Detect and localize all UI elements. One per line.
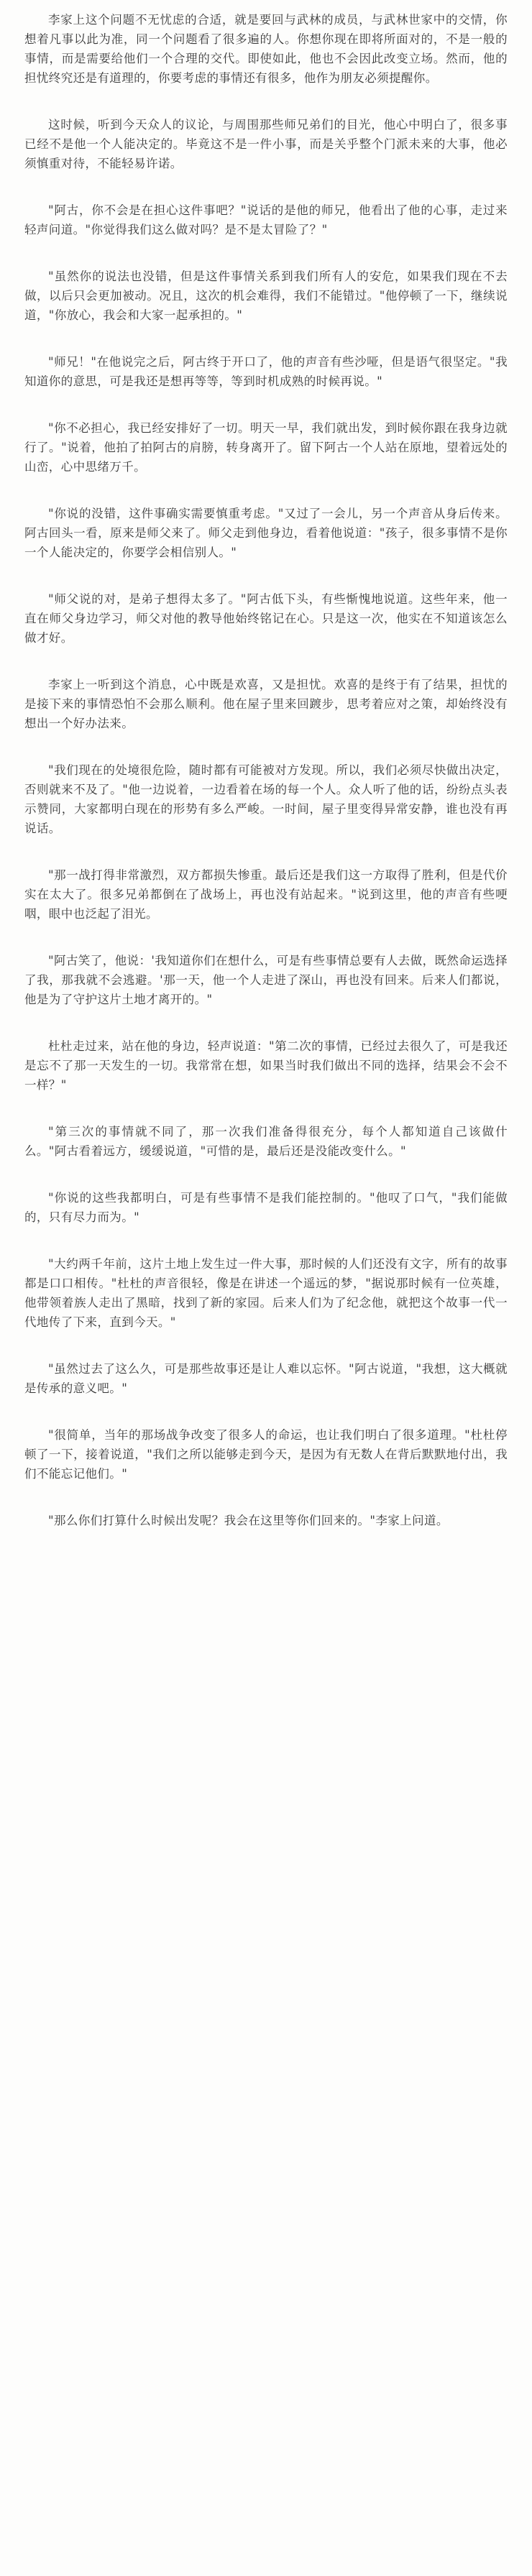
paragraph-gap	[24, 562, 508, 589]
paragraph-14: "第三次的事情就不同了，那一次我们准备得很充分，每个人都知道自己该做什么。"阿古看着远方，缓缓说道，"可惜的是，最后还是没能改变什么。"	[24, 1125, 508, 1158]
paragraph-5: "师兄！"在他说完之后，阿古终于开口了，他的声音有些沙哑，但是语气很坚定。"我知道你的意思，可是我还是想再等等，等到时机成熟的时候再说。"	[24, 355, 508, 388]
paragraph-gap	[24, 1009, 508, 1036]
paragraph-11: "那一战打得非常激烈，双方都损失惨重。最后还是我们这一方取得了胜利，但是代价实在太大了。很多兄弟都倒在了战场上，再也没有站起来。"说到这里，他的声音有些哽咽，眼中也泛起了泪光。	[24, 868, 508, 921]
paragraph-9: 李家上一听到这个消息，心中既是欢喜，又是担忧。欢喜的是终于有了结果，担忧的是接下来的事情恐怕不会那么顺利。他在屋子里来回踱步，思考着应对之策，却始终没有想出一个好办法来。	[24, 678, 508, 730]
paragraph-gap	[24, 1484, 508, 1511]
paragraph-2: 这时候，听到今天众人的议论，与周围那些师兄弟们的目光，他心中明白了，很多事已经不是他一个人能决定的。毕竟这不是一件小事，而是关乎整个门派未来的大事，他必须慎重对待，不能轻易许诺。	[24, 118, 508, 170]
paragraph-16: "大约两千年前，这片土地上发生过一件大事，那时候的人们还没有文字，所有的故事都是口口相传。"杜杜的声音很轻，像是在讲述一个遥远的梦，"据说那时候有一位英雄，他带领着族人走出了黑暗，找到了新的家园。后来人们为了纪念他，就把这个故事一代一代地传了下来，直到今天。"	[24, 1257, 508, 1329]
paragraph-gap	[24, 924, 508, 951]
paragraph-gap	[24, 391, 508, 418]
paragraph-12: "阿古笑了，他说：'我知道你们在想什么，可是有些事情总要有人去做，既然命运选择了我，那我就不会逃避。'那一天，他一个人走进了深山，再也没有回来。后来人们都说，他是为了守护这片土地才离开的。"	[24, 954, 508, 1006]
paragraph-gap	[24, 733, 508, 760]
paragraph-gap	[24, 88, 508, 115]
paragraph-gap	[24, 325, 508, 352]
paragraph-3: "阿古，你不会是在担心这件事吧？"说话的是他的师兄，他看出了他的心事，走过来轻声问道。"你觉得我们这么做对吗？是不是太冒险了？"	[24, 203, 508, 236]
paragraph-gap	[24, 173, 508, 201]
paragraph-gap	[24, 1161, 508, 1188]
paragraph-15: "你说的这些我都明白，可是有些事情不是我们能控制的。"他叹了口气，"我们能做的，只有尽力而为。"	[24, 1191, 508, 1224]
paragraph-7: "你说的没错，这件事确实需要慎重考虑。"又过了一会儿，另一个声音从身后传来。阿古回头一看，原来是师父来了。师父走到他身边，看着他说道："孩子，很多事情不是你一个人能决定的，你要学会相信别人。"	[24, 507, 508, 559]
paragraph-19: "那么你们打算什么时候出发呢？我会在这里等你们回来的。"李家上问道。	[48, 1514, 449, 1527]
paragraph-gap	[24, 648, 508, 675]
paragraph-gap	[24, 1332, 508, 1359]
paragraph-10: "我们现在的处境很危险，随时都有可能被对方发现。所以，我们必须尽快做出决定，否则就来不及了。"他一边说着，一边看着在场的每一个人。众人听了他的话，纷纷点头表示赞同，大家都明白现在的形势有多么严峻。一时间，屋子里变得异常安静，谁也没有再说话。	[24, 763, 508, 835]
paragraph-gap	[24, 1398, 508, 1425]
paragraph-4: "虽然你的说法也没错，但是这件事情关系到我们所有人的安危，如果我们现在不去做，以后只会更加被动。况且，这次的机会难得，我们不能错过。"他停顿了一下，继续说道，"你放心，我会和大家一起承担的。"	[24, 270, 508, 322]
paragraph-8: "师父说的对，是弟子想得太多了。"阿古低下头，有些惭愧地说道。这些年来，他一直在师父身边学习，师父对他的教导他始终铭记在心。只是这一次，他实在不知道该怎么做才好。	[24, 592, 508, 645]
paragraph-gap	[24, 239, 508, 267]
paragraph-1: 李家上这个问题不无忧虑的合适，就是要回与武林的成员，与武林世家中的交情，你想着凡事以此为准，同一个问题看了很多遍的人。你想你现在即将所面对的，不是一般的事情，而是需要给他们一个合理的交代。即使如此，他也不会因此改变立场。然而，他的担忧终究还是有道理的，你要考虑的事情还有很多，他作为朋友必须提醒你。	[24, 13, 508, 85]
paragraph-gap	[24, 1095, 508, 1122]
paragraph-gap	[24, 838, 508, 865]
paragraph-13: 杜杜走过来，站在他的身边，轻声说道："第二次的事情，已经过去很久了，可是我还是忘不了那一天发生的一切。我常常在想，如果当时我们做出不同的选择，结果会不会不一样？"	[24, 1039, 508, 1092]
paragraph-18: "很简单，当年的那场战争改变了很多人的命运，也让我们明白了很多道理。"杜杜停顿了一下，接着说道，"我们之所以能够走到今天，是因为有无数人在背后默默地付出，我们不能忘记他们。"	[24, 1428, 508, 1481]
paragraph-17: "虽然过去了这么久，可是那些故事还是让人难以忘怀。"阿古说道，"我想，这大概就是传承的意义吧。"	[24, 1362, 508, 1395]
paragraph-gap	[24, 477, 508, 504]
paragraph-6: "你不必担心，我已经安排好了一切。明天一早，我们就出发，到时候你跟在我身边就行了。"说着，他拍了拍阿古的肩膀，转身离开了。留下阿古一个人站在原地，望着远处的山峦，心中思绪万千。	[24, 421, 508, 474]
paragraph-gap	[24, 1227, 508, 1254]
